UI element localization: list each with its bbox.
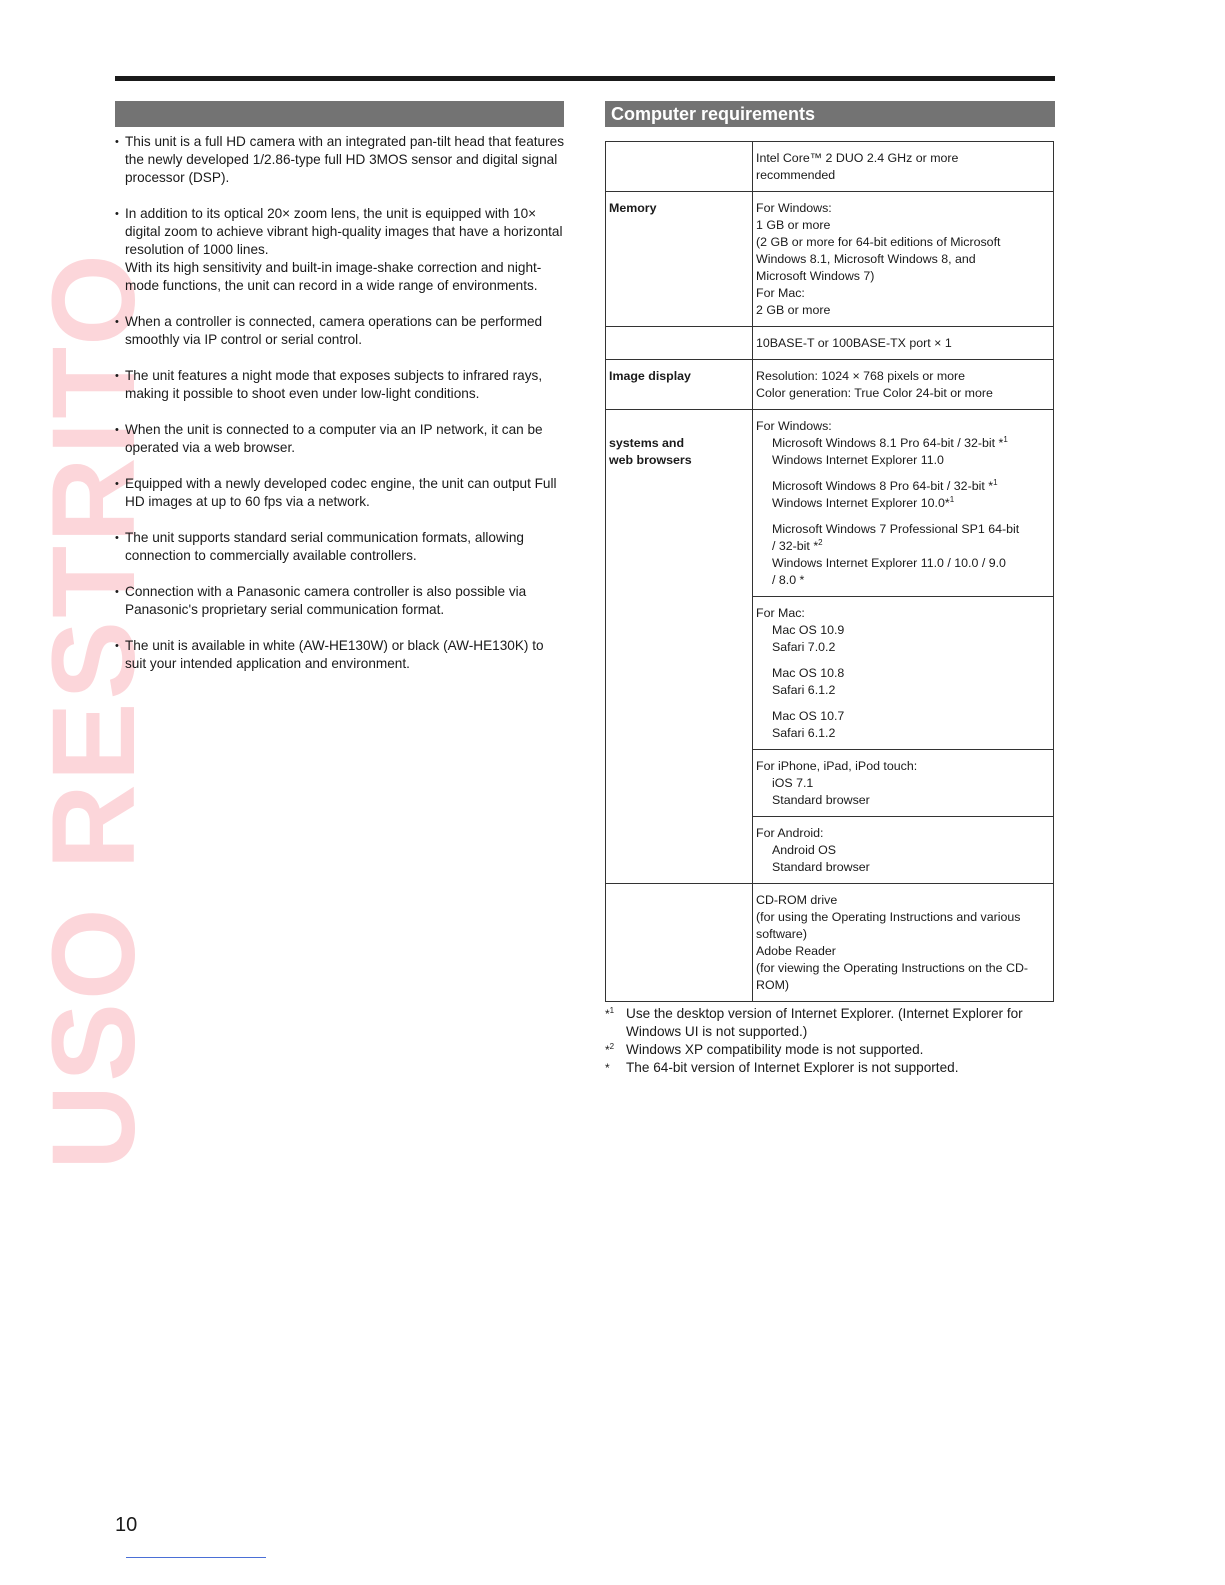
top-rule bbox=[115, 76, 1055, 81]
os-mac-value: For Mac: Mac OS 10.9 Safari 7.0.2 Mac OS 10.8 Safari 6.1.2 Mac OS 10.7 Safari 6.1.2 bbox=[753, 597, 1054, 750]
feature-item: • In addition to its optical 20× zoom lens, the unit is equipped with 10× digital zoom to achieve vibrant high-quality images that have a horizontal resolution of 1000 lines. With its high sensitivity and built-in image-shake correction and night-mode functions, the unit can record in a wide range of environments. bbox=[115, 205, 565, 295]
footnote: *$^2$ Windows XP compatibility mode is not supported. bbox=[605, 1042, 924, 1057]
table-row-other bbox=[606, 884, 1054, 1002]
feature-item: • The unit is available in white (AW-HE130W) or black (AW-HE130K) to suit your intended application and environment. bbox=[115, 637, 565, 673]
os-android-value: For Android: Android OS Standard browser bbox=[753, 817, 1054, 884]
cpu-value: Intel Core™ 2 DUO 2.4 GHz or more recommended bbox=[753, 142, 1054, 192]
other-value: CD-ROM drive (for using the Operating Instructions and various software) Adobe Reader (for viewing the Operating Instructions on the CD- ROM) bbox=[753, 884, 1054, 1002]
os-ios-value: For iPhone, iPad, iPod touch: iOS 7.1 Standard browser bbox=[753, 750, 1054, 817]
table-row-network bbox=[606, 327, 1054, 360]
network-label bbox=[606, 327, 753, 360]
page-number: 10 bbox=[115, 1514, 138, 1536]
memory-label: Memory bbox=[606, 192, 753, 327]
feature-item: • When the unit is connected to a computer via an IP network, it can be operated via a web browser. bbox=[115, 421, 565, 457]
watermark-text: USO RESTRITO bbox=[28, 251, 160, 1170]
table-row-cpu bbox=[606, 142, 1054, 192]
requirements-table bbox=[605, 141, 1054, 1002]
feature-item: • This unit is a full HD camera with an integrated pan-tilt head that features the newly developed 1/2.86-type full HD 3MOS sensor and digital signal processor (DSP). bbox=[115, 133, 565, 187]
bottom-link-underline bbox=[126, 1557, 266, 1558]
feature-item: • The unit features a night mode that exposes subjects to infrared rays, making it possible to shoot even under low-light conditions. bbox=[115, 367, 565, 403]
cpu-label bbox=[606, 142, 753, 192]
os-windows-value: For Windows: Microsoft Windows 8.1 Pro 64-bit / 32-bit *$^1$ Windows Internet Explorer 11.0 Microsoft Windows 8 Pro 64-bit / 32-bit *$^1$ Windows Internet Explorer 10.0*$^1$ Microsoft Windows 7 Professional SP1 64-bit / 32-bit *$^2$ Windows Internet Explorer 11.0 / 10.0 / 9.0 / 8.0 * bbox=[753, 410, 1054, 597]
features-list bbox=[115, 133, 565, 691]
left-section-header bbox=[115, 101, 564, 127]
table-row-os-windows bbox=[606, 410, 1054, 597]
footnote: *$^1$ Use the desktop version of Internet Explorer. (Internet Explorer for Windows UI is not supported.) bbox=[605, 1006, 1023, 1039]
feature-item: • When a controller is connected, camera operations can be performed smoothly via IP control or serial control. bbox=[115, 313, 565, 349]
footnotes bbox=[605, 1005, 1055, 1077]
table-row-memory bbox=[606, 192, 1054, 327]
table-row-display bbox=[606, 360, 1054, 410]
computer-requirements-header: Computer requirements bbox=[605, 101, 1055, 127]
display-value: Resolution: 1024 × 768 pixels or more Color generation: True Color 24-bit or more bbox=[753, 360, 1054, 410]
other-label bbox=[606, 884, 753, 1002]
feature-item: • Connection with a Panasonic camera controller is also possible via Panasonic's proprietary serial communication format. bbox=[115, 583, 565, 619]
footnote: * The 64-bit version of Internet Explorer is not supported. bbox=[605, 1060, 959, 1075]
memory-value: For Windows: 1 GB or more (2 GB or more for 64-bit editions of Microsoft Windows 8.1, Microsoft Windows 8, and Microsoft Windows 7) For Mac: 2 GB or more bbox=[753, 192, 1054, 327]
display-label: Image display bbox=[606, 360, 753, 410]
feature-item: • The unit supports standard serial communication formats, allowing connection to commercially available controllers. bbox=[115, 529, 565, 565]
os-label: systems and web browsers bbox=[606, 410, 753, 884]
network-value: 10BASE-T or 100BASE-TX port × 1 bbox=[753, 327, 1054, 360]
feature-item: • Equipped with a newly developed codec engine, the unit can output Full HD images at up to 60 fps via a network. bbox=[115, 475, 565, 511]
